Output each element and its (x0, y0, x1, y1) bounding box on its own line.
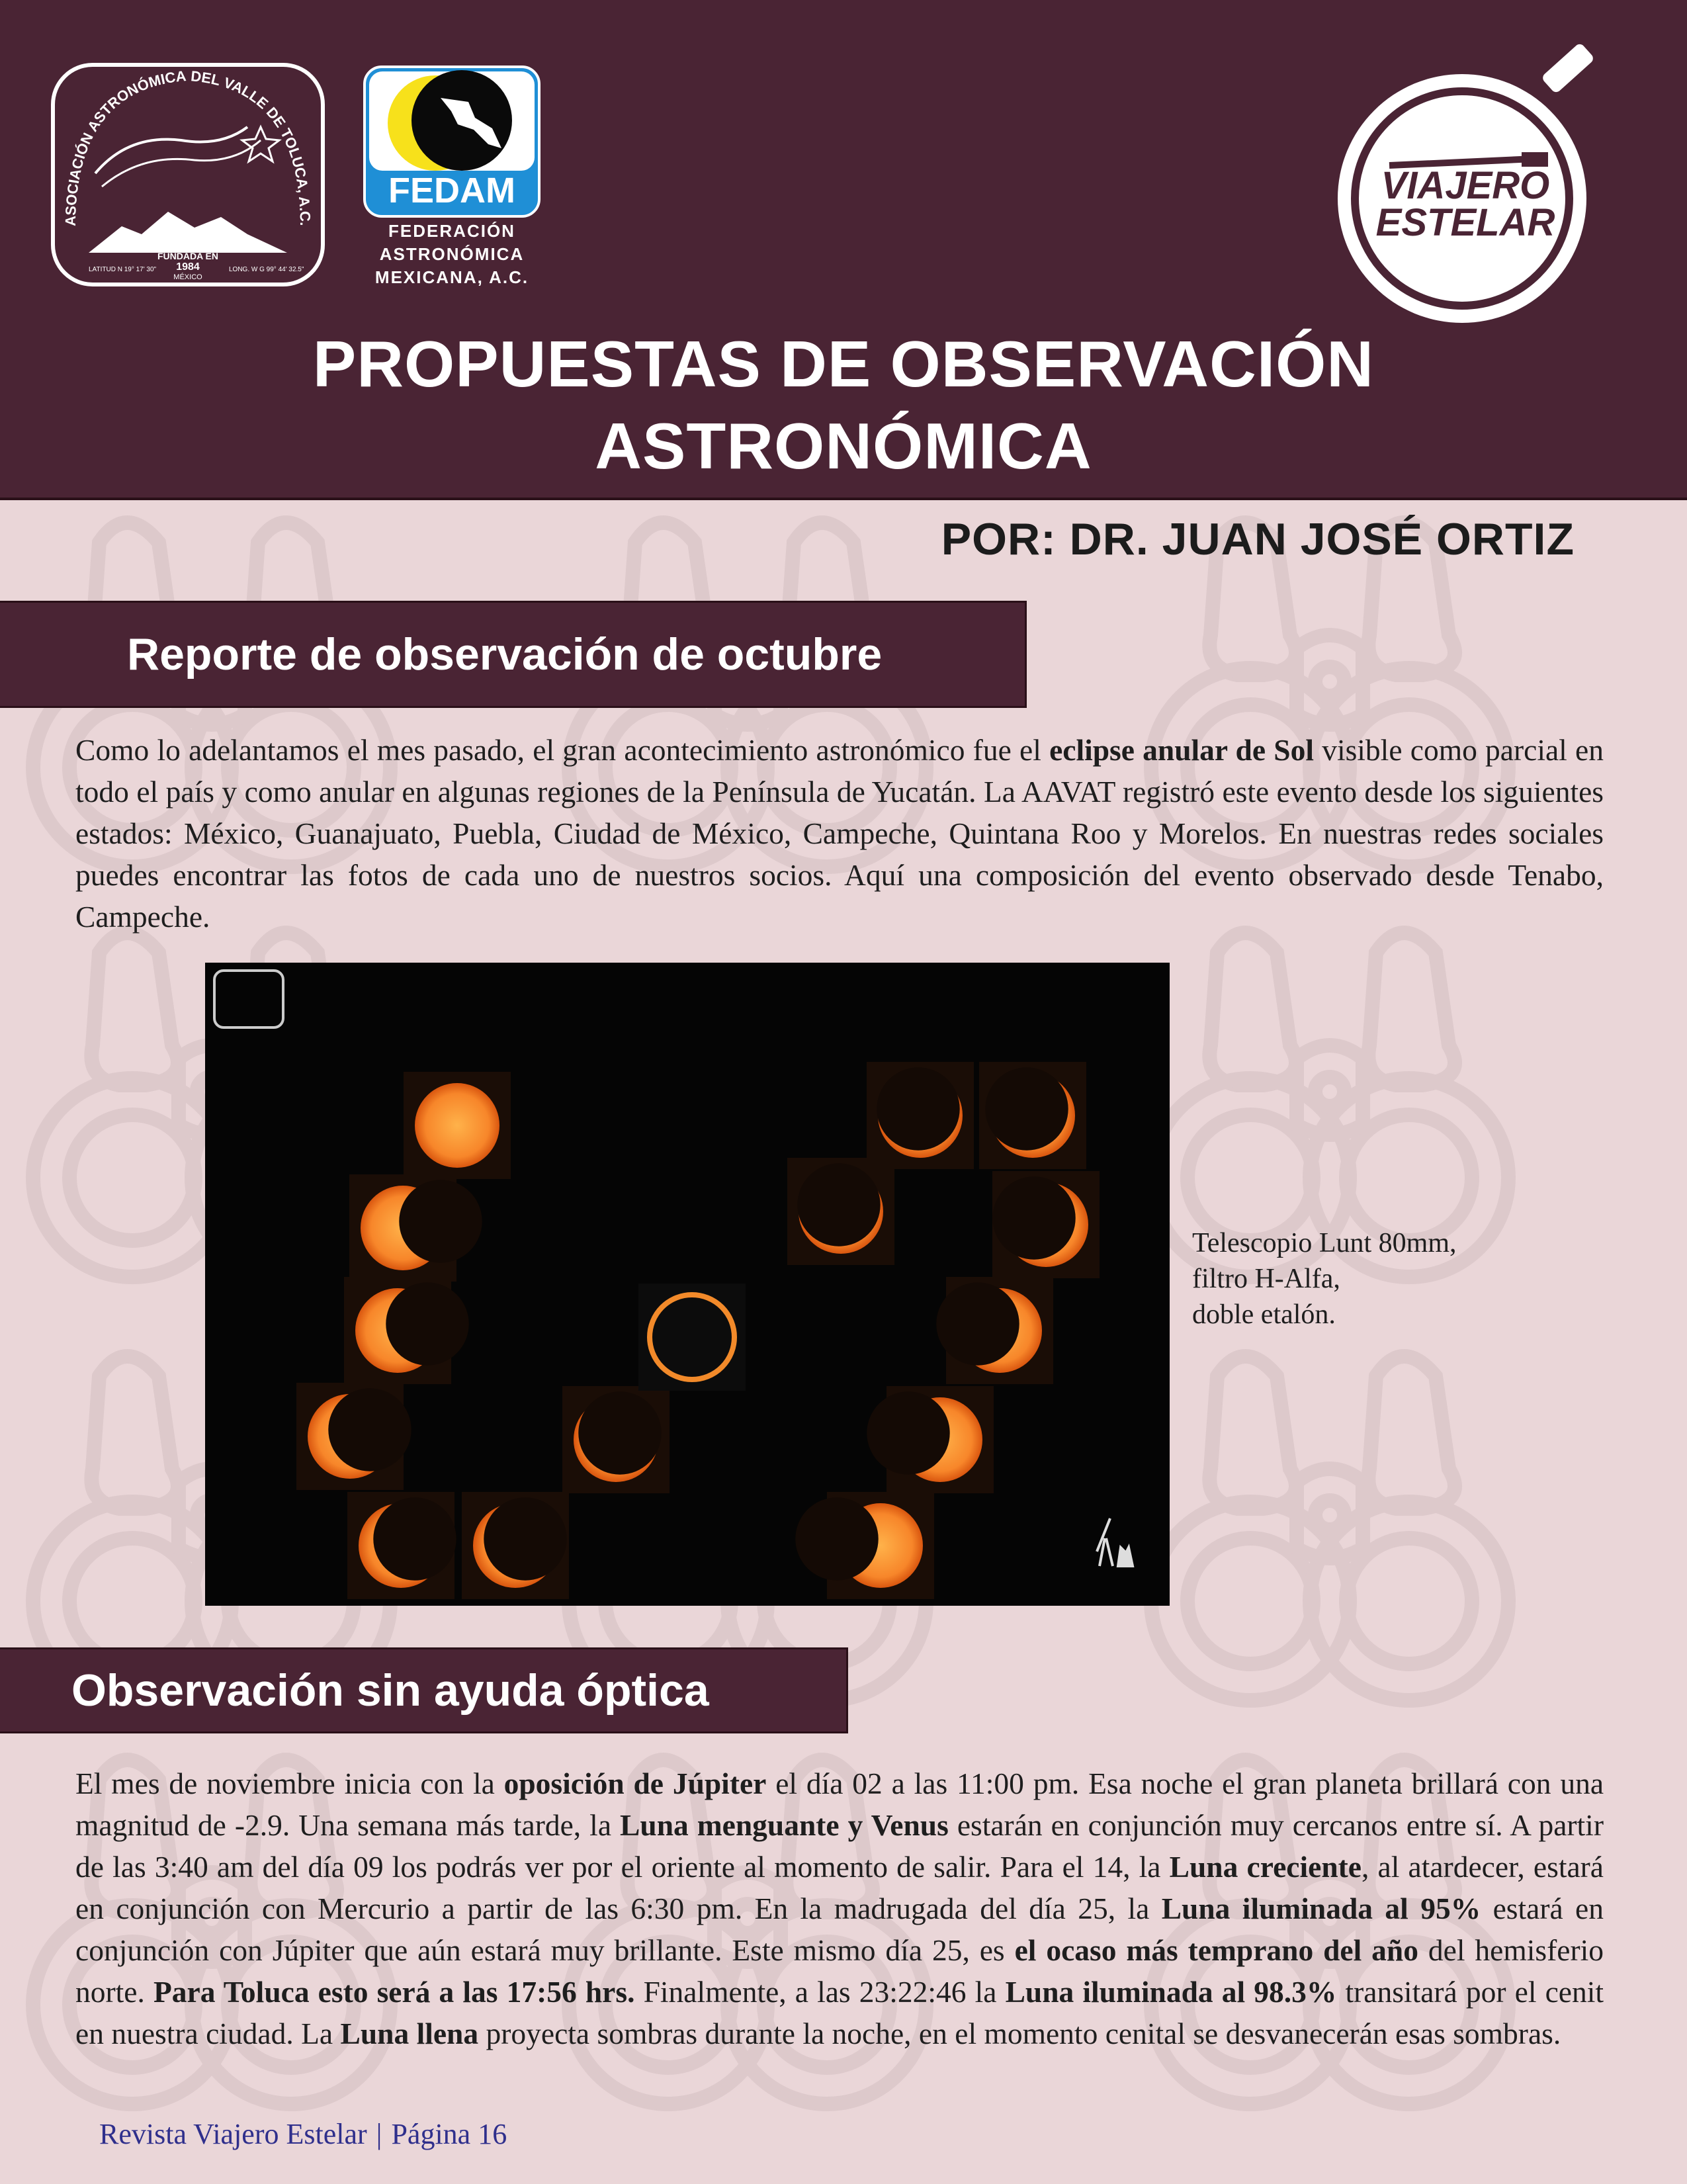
aavat-founded-year: 1984 (176, 261, 200, 273)
text-run: estarán en conjunción muy cercanos entre sí. A partir de las 3:40 am del día 09 los podrás ver por el oriente al momento de salir. Para el 14, la (75, 1808, 1604, 1884)
eclipse-phase-image (562, 1386, 670, 1493)
eclipse-phase-image (936, 1277, 1053, 1384)
author-byline: POR: DR. JUAN JOSÉ ORTIZ (941, 514, 1575, 564)
bold-text: oposición de Júpiter (503, 1767, 767, 1800)
photo-caption-line: filtro H-Alfa, (1192, 1264, 1340, 1294)
bold-text: Luna menguante y Venus (620, 1808, 949, 1842)
svg-text:ASOCIACIÓN ASTRONÓMICA DEL VAL (62, 67, 314, 226)
bold-text: Luna creciente (1169, 1850, 1362, 1884)
eclipse-composite-photo (205, 963, 1170, 1606)
eclipse-phase-image (404, 1072, 511, 1179)
eclipse-phase-image (296, 1383, 411, 1490)
bold-text: Luna iluminada al 98.3% (1005, 1975, 1337, 2009)
footer-page-number: Página 16 (391, 2118, 507, 2150)
text-run: del hemisferio norte. (75, 1933, 1604, 2009)
text-run: , al atardecer, estará en conjunción con Mercurio a partir de las 6:30 pm. En la madrugada del día 25, la (75, 1850, 1604, 1925)
bold-text: Para Toluca esto será a las 17:56 hrs. (153, 1975, 635, 2009)
eclipse-phase-image (992, 1171, 1100, 1278)
eclipse-phase-image (979, 1062, 1086, 1169)
header-banner (0, 0, 1687, 500)
bold-text: Luna iluminada al 95% (1161, 1892, 1481, 1925)
aavat-location: MÉXICO (173, 273, 202, 281)
footer-separator: | (376, 2118, 382, 2150)
aavat-arc-text: ASOCIACIÓN ASTRONÓMICA DEL VALLE DE TOLUCA, A.C. (62, 67, 314, 226)
fedam-subtitle-line: ASTRONÓMICA (379, 244, 525, 264)
text-run: el día 02 a las 11:00 pm. Esa noche el gran planeta brillará con una magnitud de -2.9. Una semana más tarde, la (75, 1767, 1604, 1842)
text-run: Finalmente, a las 23:22:46 la (634, 1975, 1006, 2009)
text-run: proyecta sombras durante la noche, en el momento cenital se desvanecerán esas sombras. (478, 2017, 1561, 2050)
fedam-subtitle (344, 220, 560, 289)
text-run: Como lo adelantamos el mes pasado, el gran acontecimiento astronómico fue el (75, 733, 1050, 767)
photo-caption-line: doble etalón. (1192, 1299, 1336, 1330)
eclipse-phase-image (638, 1284, 746, 1391)
aavat-founded-label: FUNDADA EN (157, 251, 219, 261)
naked-eye-paragraph (75, 1763, 1604, 2054)
fedam-acronym: FEDAM (388, 171, 515, 210)
eclipse-phase-image (867, 1062, 974, 1169)
page-footer (99, 2117, 507, 2151)
page-title-line: ASTRONÓMICA (595, 410, 1092, 482)
bold-text: Luna llena (340, 2017, 479, 2050)
page-title-line: PROPUESTAS DE OBSERVACIÓN (312, 328, 1375, 400)
aavat-longitude: LONG. W G 99° 44' 32.5" (229, 266, 304, 273)
aavat-latitude: LATITUD N 19° 17' 30" (89, 266, 157, 273)
page-title (198, 323, 1489, 487)
eclipse-phase-image (344, 1277, 469, 1384)
photo-caption-line: Telescopio Lunt 80mm, (1192, 1228, 1457, 1258)
magazine-logo-line1: VIAJERO (1381, 164, 1550, 207)
eclipse-phase-image (347, 1492, 456, 1599)
section-heading-report: Reporte de observación de octubre (0, 601, 1027, 708)
bold-text: el ocaso más temprano del año (1014, 1933, 1418, 1967)
text-run: visible como parcial en todo el país y como anular en algunas regiones de la Península de Yucatán. La AAVAT registró este evento desde los siguientes estados: México, Guanajuato, Puebla, Ciudad de México, Campeche, Quintana Roo y Morelos. En nuestras redes sociales puedes encontrar las fotos de cada uno de nuestros socios. Aquí una composición del evento observado desde Tenabo, Campeche. (75, 733, 1604, 934)
text-run: transitará por el cenit en nuestra ciudad. La (75, 1975, 1604, 2050)
eclipse-phase-image (787, 1158, 894, 1265)
fedam-subtitle-line: MEXICANA, A.C. (374, 267, 529, 287)
text-run: El mes de noviembre inicia con la (75, 1767, 504, 1800)
magazine-logo-line2: ESTELAR (1375, 201, 1555, 244)
aavat-logo (49, 61, 327, 288)
fedam-logo (363, 65, 541, 218)
footer-magazine: Revista Viajero Estelar (99, 2118, 367, 2150)
eclipse-phase-image (462, 1492, 569, 1599)
bold-text: eclipse anular de Sol (1049, 733, 1314, 767)
viajero-estelar-logo (1323, 40, 1614, 331)
fedam-subtitle-line: FEDERACIÓN (388, 221, 515, 241)
report-paragraph (75, 729, 1604, 938)
photo-caption (1192, 1225, 1563, 1332)
text-run: estará en conjunción con Júpiter que aún estará muy brillante. Este mismo día 25, es (75, 1892, 1604, 1967)
section-heading-naked-eye: Observación sin ayuda óptica (0, 1647, 848, 1733)
